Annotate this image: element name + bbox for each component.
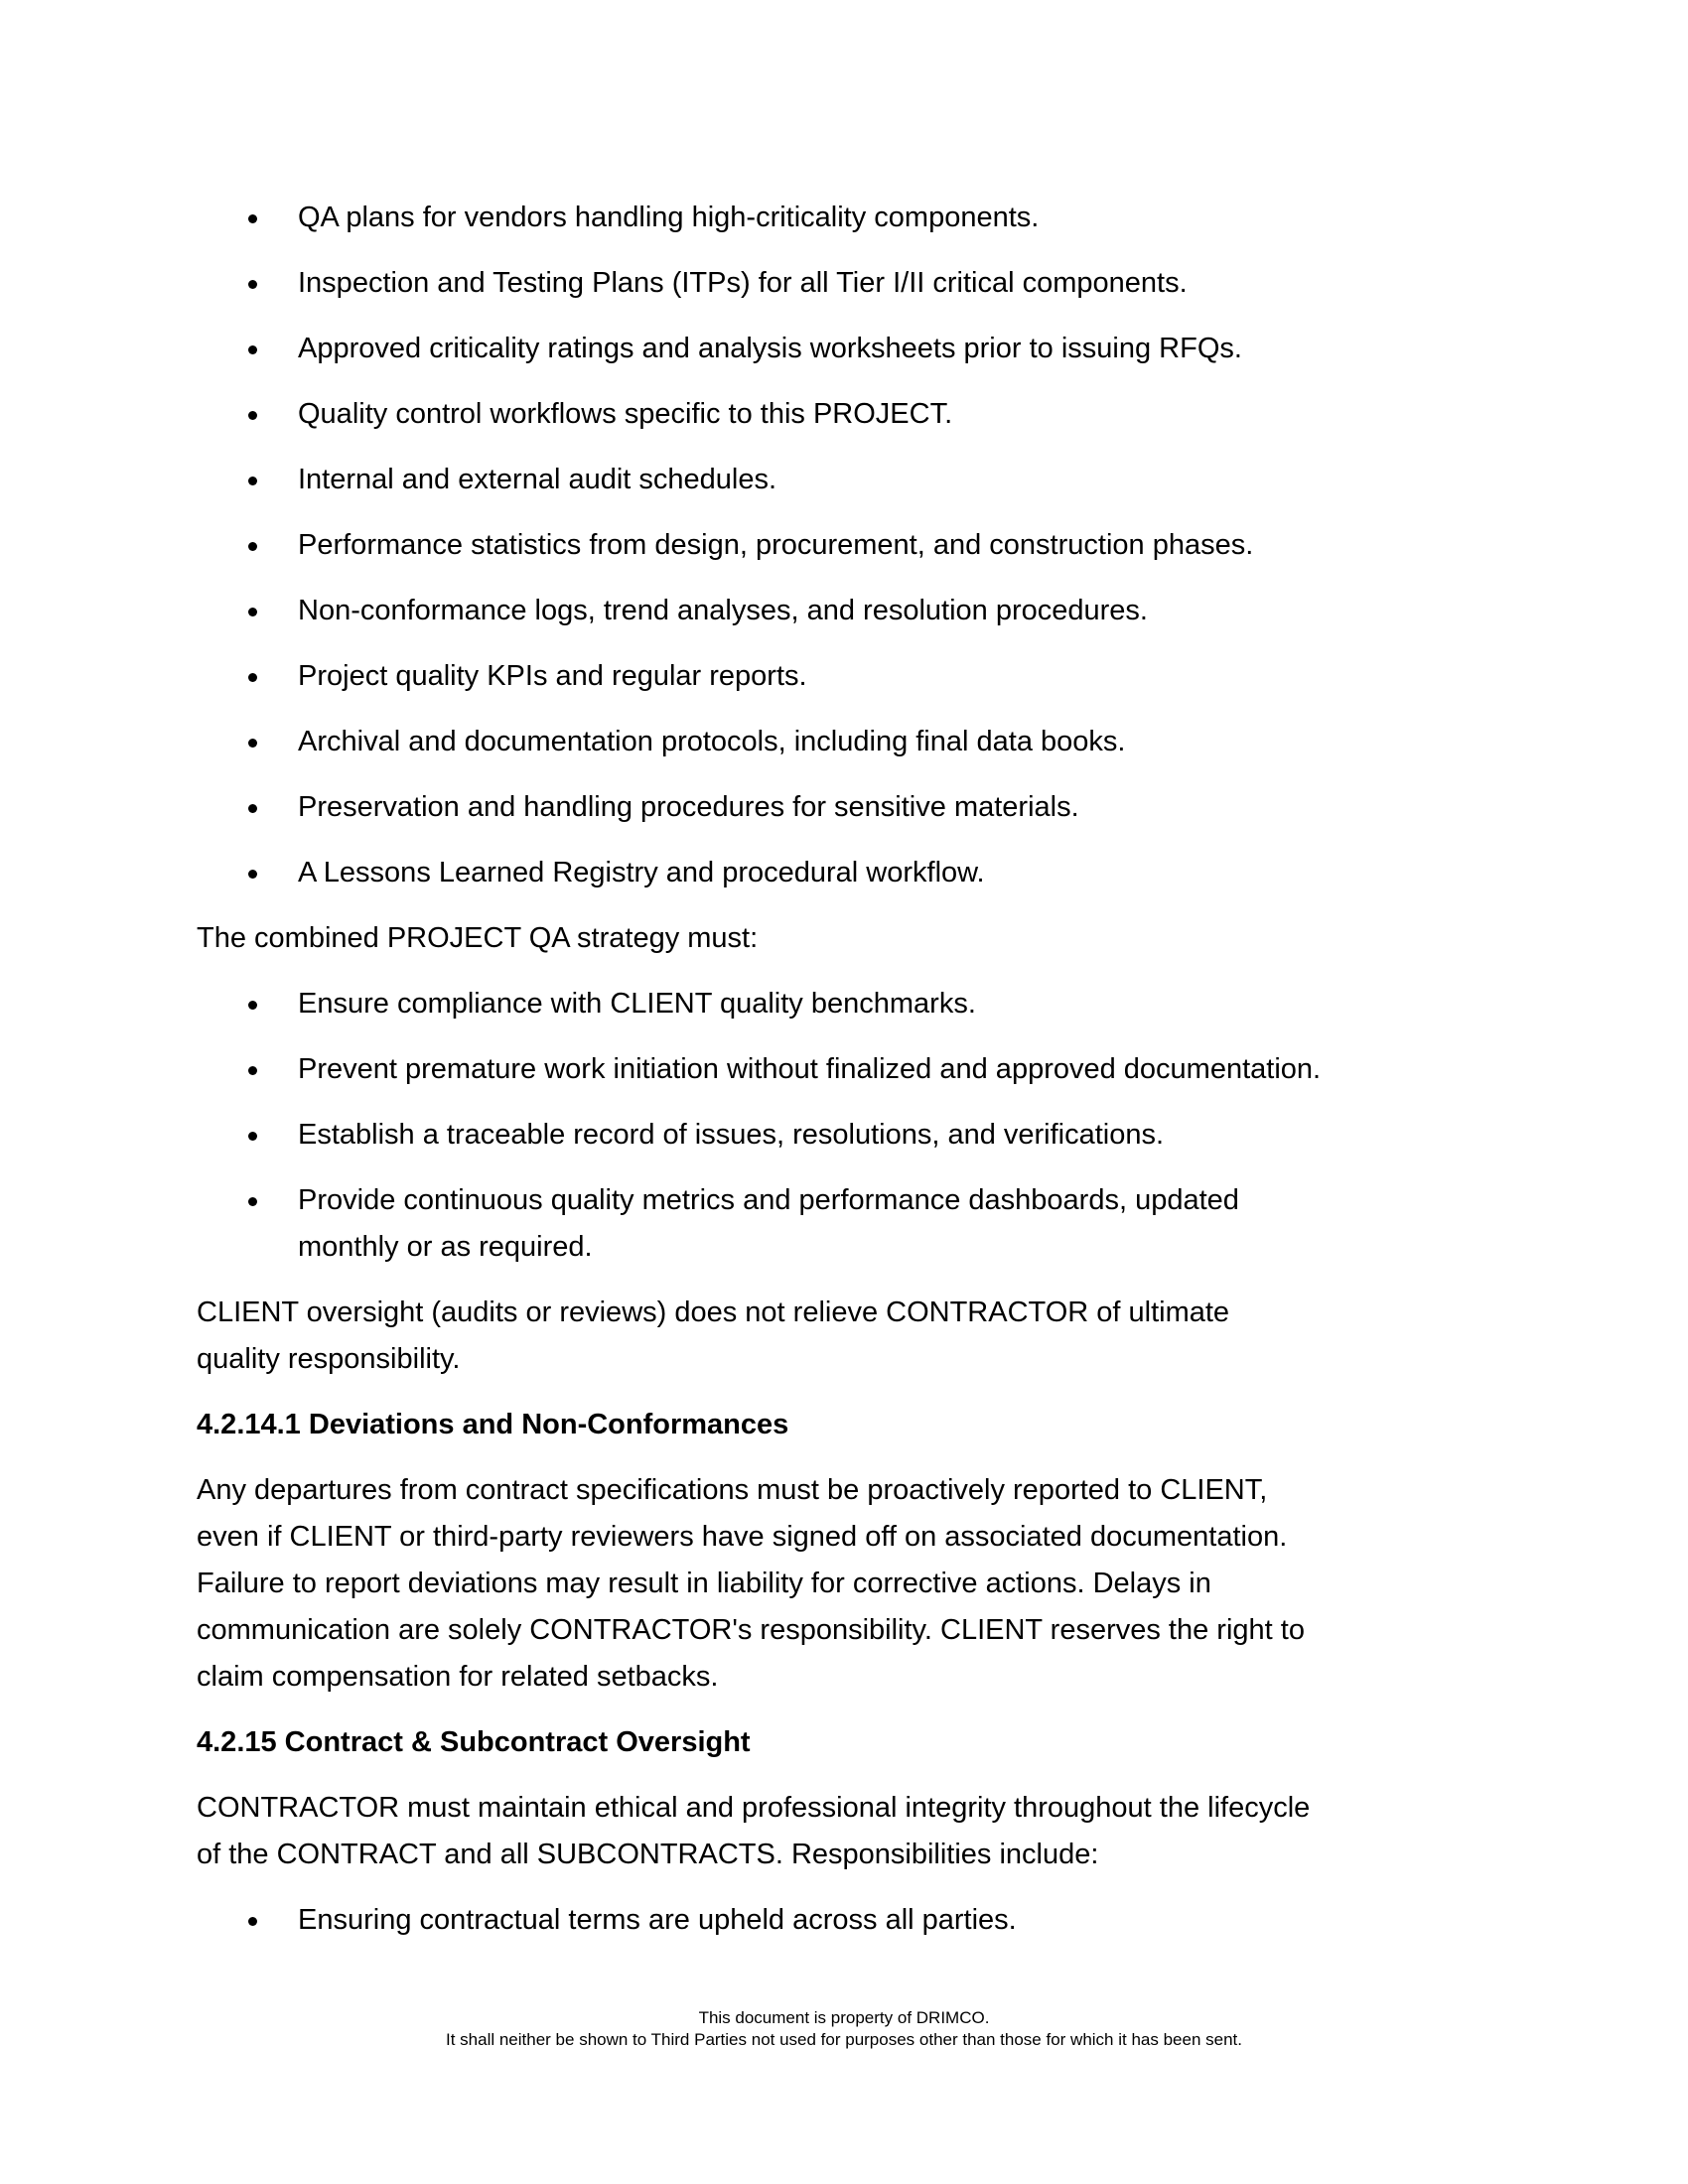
bullet-icon [248,673,257,682]
list-item [197,653,1547,700]
list-item [197,457,1547,503]
bullet-icon [248,345,257,354]
list-item-line: monthly or as required. [298,1231,593,1263]
list-item [197,719,1547,765]
list-item [197,260,1547,307]
paragraph-line: CLIENT oversight (audits or reviews) does not relieve CONTRACTOR of ultimate [197,1297,1230,1328]
footer-property-line: This document is property of DRIMCO. [698,2008,990,2027]
list-item-text: Internal and external audit schedules. [298,464,777,495]
footer-disclaimer-line: It shall neither be shown to Third Parties not used for purposes other than those for which it has been sent. [446,2030,1242,2049]
paragraph-line: quality responsibility. [197,1343,461,1375]
bullet-icon [248,280,257,289]
bullet-icon [248,870,257,879]
page-footer [0,2007,1688,2051]
bullet-icon [248,804,257,813]
list-item-line: Provide continuous quality metrics and performance dashboards, updated [298,1184,1239,1216]
list-item-text: Archival and documentation protocols, including final data books. [298,726,1126,757]
list-item-text: Performance statistics from design, procurement, and construction phases. [298,529,1254,561]
bullet-icon [248,1001,257,1010]
paragraph-line: CONTRACTOR must maintain ethical and professional integrity throughout the lifecycle [197,1792,1311,1824]
list-item [197,391,1547,438]
list-item-text [298,1177,1547,1271]
list-item-text: Quality control workflows specific to this PROJECT. [298,398,953,430]
list-item-text: Project quality KPIs and regular reports. [298,660,807,692]
list-item-text: Approved criticality ratings and analysis worksheets prior to issuing RFQs. [298,333,1242,364]
list-item-text: Inspection and Testing Plans (ITPs) for all Tier I/II critical components. [298,267,1188,299]
bullet-icon [248,477,257,485]
list-item [197,195,1547,241]
bullet-icon [248,608,257,616]
heading-contract-subcontract-oversight: 4.2.15 Contract & Subcontract Oversight [197,1726,751,1758]
list-item-text: Non-conformance logs, trend analyses, and resolution procedures. [298,595,1148,626]
paragraph-qa-strategy-intro: The combined PROJECT QA strategy must: [197,922,759,954]
bullet-icon [248,739,257,748]
heading-deviations-non-conformances: 4.2.14.1 Deviations and Non-Conformances [197,1409,789,1440]
paragraph-line: communication are solely CONTRACTOR's responsibility. CLIENT reserves the right to [197,1614,1305,1646]
list-item-text: Prevent premature work initiation without finalized and approved documentation. [298,1053,1322,1085]
paragraph-oversight-note [197,1290,1547,1383]
paragraph-deviations [197,1467,1547,1701]
bullet-icon [248,214,257,223]
list-item [197,1112,1547,1159]
list-item [197,588,1547,634]
list-item-text: QA plans for vendors handling high-criticality components. [298,202,1040,233]
list-item-text: Ensure compliance with CLIENT quality benchmarks. [298,988,976,1020]
paragraph-line: Failure to report deviations may result in liability for corrective actions. Delays in [197,1568,1211,1599]
document-body [197,195,1547,1963]
bullet-icon [248,1917,257,1926]
list-item-text: A Lessons Learned Registry and procedural workflow. [298,857,985,888]
paragraph-line: even if CLIENT or third-party reviewers have signed off on associated documentation. [197,1521,1288,1553]
list-item [197,1177,1547,1271]
list-item [197,981,1547,1027]
list-item [197,850,1547,896]
bullet-icon [248,411,257,420]
bullet-icon [248,542,257,551]
paragraph-line: Any departures from contract specifications must be proactively reported to CLIENT, [197,1474,1268,1506]
list-item-text: Ensuring contractual terms are upheld across all parties. [298,1904,1017,1936]
list-item [197,1897,1547,1944]
list-item-text: Establish a traceable record of issues, resolutions, and verifications. [298,1119,1165,1151]
list-item [197,522,1547,569]
list-item-text: Preservation and handling procedures for sensitive materials. [298,791,1079,823]
bullet-icon [248,1132,257,1141]
bullet-icon [248,1066,257,1075]
paragraph-line: of the CONTRACT and all SUBCONTRACTS. Responsibilities include: [197,1839,1099,1870]
paragraph-contract-oversight [197,1785,1547,1878]
paragraph-line: claim compensation for related setbacks. [197,1661,719,1693]
list-item [197,326,1547,372]
list-item [197,784,1547,831]
bullet-icon [248,1197,257,1206]
list-item [197,1046,1547,1093]
